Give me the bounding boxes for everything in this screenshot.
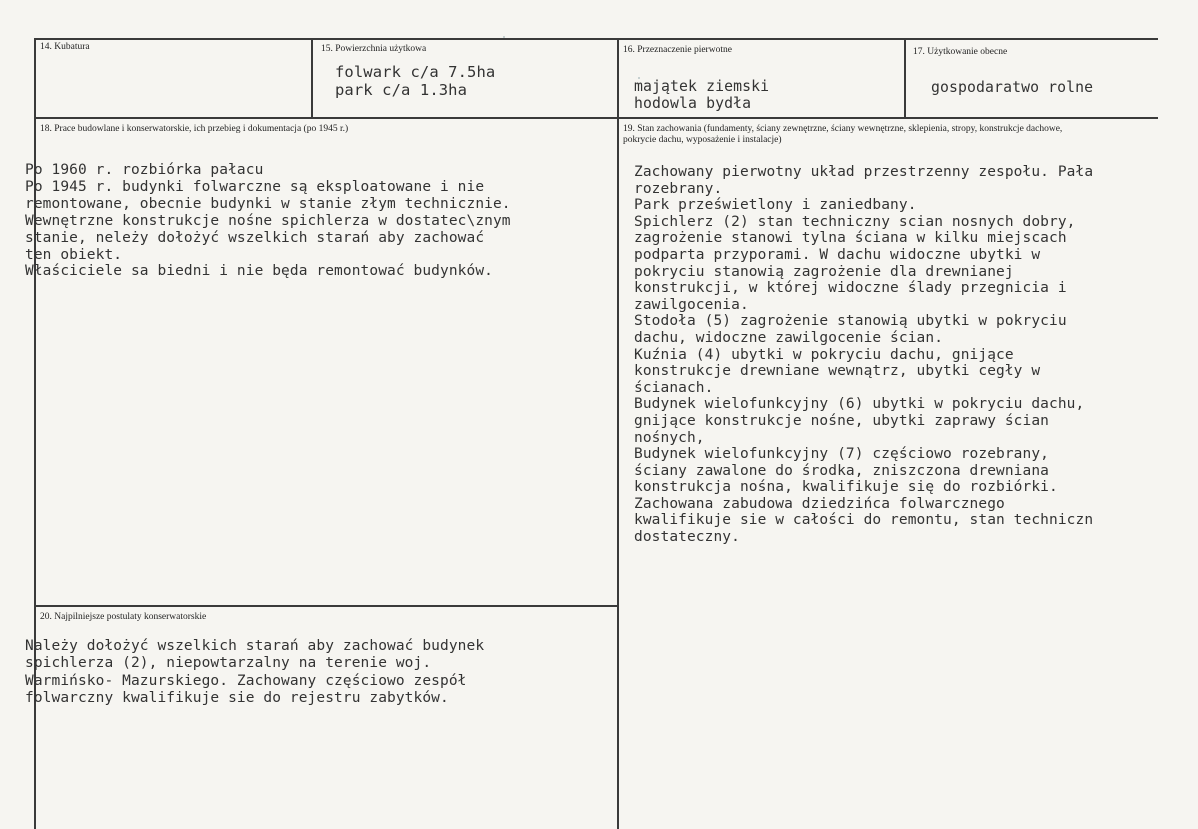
- left-border: [34, 38, 36, 829]
- stan-value: Zachowany pierwotny układ przestrzenny zespołu. Pała rozebrany. Park prześwietlony i zaniedbany. Spichlerz (2) stan techniczny scian nosnych dobry, zagrożenie stanowi tylna ściana w kilku miejscach podparta przyporami. W dachu widoczne ubytki w pokryciu stanowią zagrożenie dla drewnianej konstrukcji, w której widoczne ślady przegnicia i zawilgocenia. Stodoła (5) zagrożenie stanowią ubytki w pokryciu dachu, widoczne zawilgocenie ścian. Kuźnia (4) ubytki w pokryciu dachu, gnijące konstrukcje drewniane wewnątrz, ubytki cegły w ścianach. Budynek wielofunkcyjny (6) ubytki w pokryciu dachu, gnijące konstrukcje nośne, ubytki zaprawy ścian nośnych, Budynek wielofunkcyjny (7) częściowo rozebrany, ściany zawalone do środka, zniszczona drewniana konstrukcja nośna, kwalifikuje się do rozbiórki. Zachowana zabudowa dziedzińca folwarcznego kwalifikuje sie w całości do remontu, stan techniczn dostateczny.: [634, 164, 1094, 546]
- left-column-divider: [34, 605, 619, 607]
- center-divider: [617, 38, 619, 829]
- header-divider-1: [311, 38, 313, 118]
- header-row-divider: [34, 117, 1158, 119]
- uzytkowanie-label: 17. Użytkowanie obecne: [913, 47, 1008, 57]
- prace-label: 18. Prace budowlane i konserwatorskie, ich przebieg i dokumentacja (po 1945 r.): [40, 124, 349, 134]
- powierzchnia-label: 15. Powierzchnia użytkowa: [321, 44, 427, 54]
- przeznaczenie-label: 16. Przeznaczenie pierwotne: [623, 45, 732, 55]
- postulaty-label: 20. Najpilniejsze postulaty konserwatorskie: [40, 612, 207, 622]
- powierzchnia-value: folwark c/a 7.5ha park c/a 1.3ha: [335, 63, 496, 99]
- prace-value: Po 1960 r. rozbiórka pałacu Po 1945 r. budynki folwarczne są eksploatowane i nie remontowane, obecnie budynki w stanie złym technicznie. Wewnętrzne konstrukcje nośne spichlerza w dostatec\znym stanie, neleży dołożyć wszelkich starań aby zachować ten obiekt. Właściciele sa biedni i nie będa remontować budynków.: [25, 162, 511, 280]
- paper-speck: [503, 36, 505, 38]
- header-divider-2: [904, 38, 906, 118]
- przeznaczenie-value: majątek ziemski hodowla bydła: [634, 78, 770, 112]
- uzytkowanie-value: gospodaratwo rolne: [931, 79, 1094, 96]
- top-rule: [34, 38, 1158, 40]
- stan-label: 19. Stan zachowania (fundamenty, ściany zewnętrzne, ściany wewnętrzne, sklepienia, stropy, konstrukcje dachowe, pokrycie dachu, wyposażenie i instalacje): [623, 124, 1063, 145]
- postulaty-value: Należy dołożyć wszelkich starań aby zachować budynek spichlerza (2), niepowtarzalny na terenie woj. Warmińsko- Mazurskiego. Zachowany częściowo zespół folwarczny kwalifikuje sie do rejestru zabytków.: [25, 638, 485, 706]
- kubatura-label: 14. Kubatura: [40, 42, 90, 52]
